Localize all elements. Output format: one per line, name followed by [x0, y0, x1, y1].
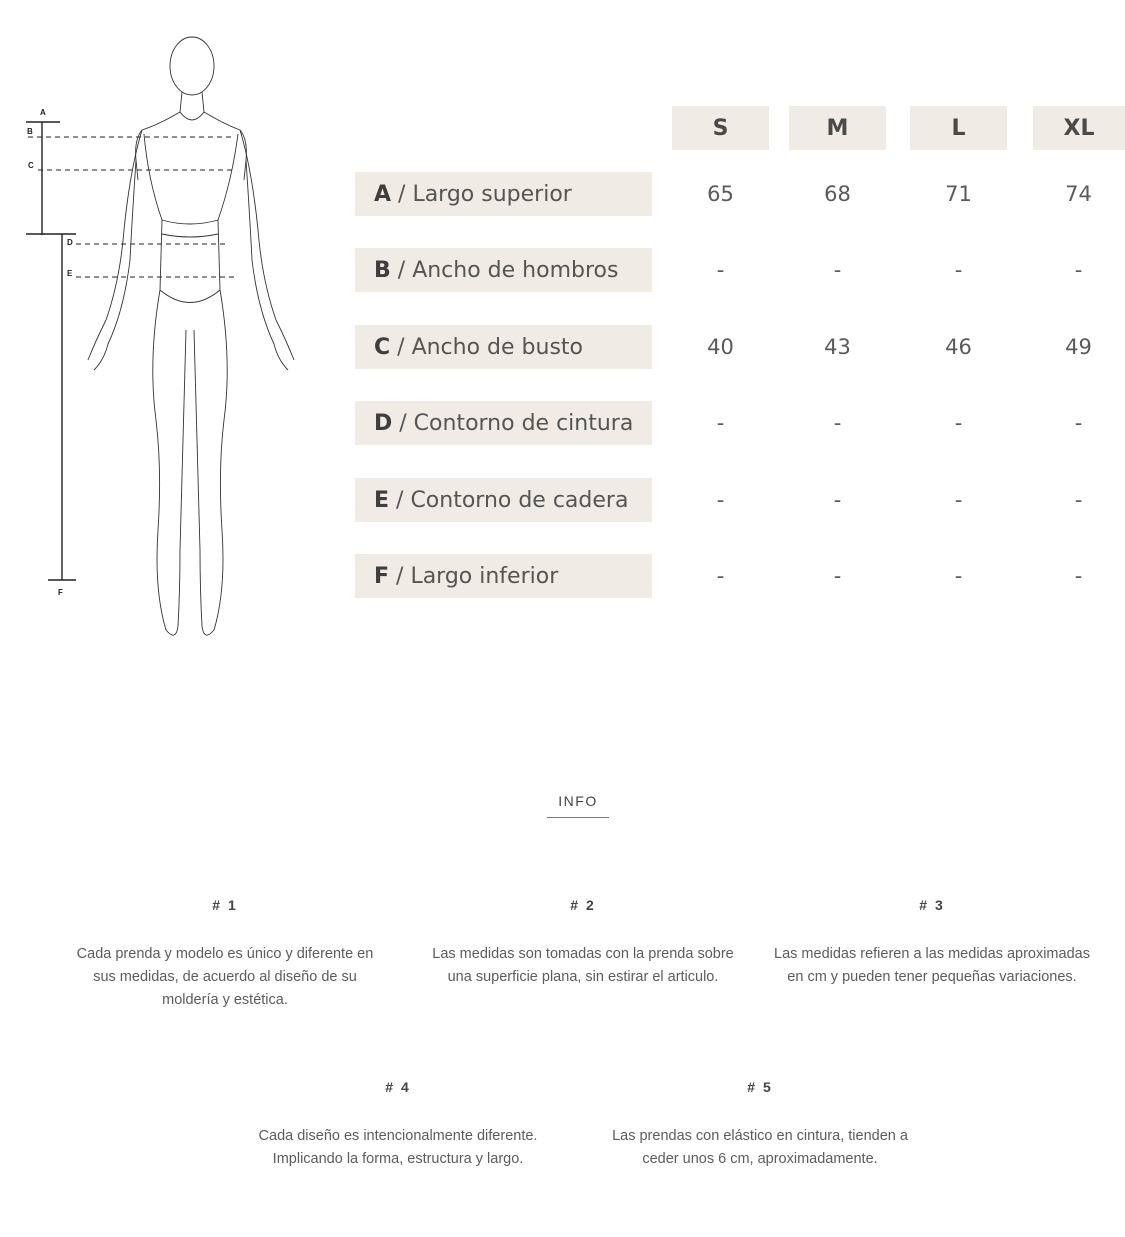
note-number: # 1: [212, 897, 238, 913]
info-note-4: [243, 1079, 553, 1171]
size-header-m: M: [789, 106, 886, 150]
row-label-b: B / Ancho de hombros: [355, 248, 652, 292]
note-text: Cada diseño es intencionalmente diferente. Implicando la forma, estructura y largo.: [258, 1128, 538, 1167]
size-header-l: L: [910, 106, 1007, 150]
table-cell: -: [716, 258, 725, 282]
size-header-xl: XL: [1033, 106, 1125, 150]
row-letter: F: [374, 563, 390, 589]
info-note-5: [605, 1079, 915, 1171]
row-letter: E: [374, 487, 390, 513]
table-cell: 49: [1065, 335, 1092, 359]
row-letter: C: [374, 334, 391, 360]
table-cell: -: [1074, 258, 1083, 282]
row-name: Ancho de busto: [411, 334, 583, 360]
note-text: Las medidas refieren a las medidas aproximadas en cm y pueden tener pequeñas variaciones.: [774, 946, 1090, 985]
row-name: Contorno de cintura: [413, 410, 634, 436]
row-label-a: A / Largo superior: [355, 172, 652, 216]
row-letter: D: [374, 410, 393, 436]
row-letter: A: [374, 181, 392, 207]
table-cell: -: [833, 488, 842, 512]
marker-label-f: F: [58, 588, 63, 597]
marker-label-e: E: [67, 269, 73, 278]
table-cell: -: [954, 488, 963, 512]
note-text: Cada prenda y modelo es único y diferente en sus medidas, de acuerdo al diseño de su moldería y estética.: [76, 946, 374, 1008]
mannequin-figure: [20, 30, 320, 670]
row-label-d: D / Contorno de cintura: [355, 401, 652, 445]
row-name: Contorno de cadera: [410, 487, 629, 513]
row-label-e: E / Contorno de cadera: [355, 478, 652, 522]
table-cell: 46: [945, 335, 972, 359]
table-cell: 74: [1065, 182, 1092, 206]
table-cell: -: [833, 564, 842, 588]
row-name: Largo inferior: [410, 563, 559, 589]
table-cell: -: [954, 564, 963, 588]
info-heading: INFO: [547, 793, 609, 818]
table-cell: -: [1074, 564, 1083, 588]
table-cell: 40: [707, 335, 734, 359]
note-text: Las medidas son tomadas con la prenda sobre una superficie plana, sin estirar el articulo.: [432, 946, 734, 985]
row-name: Ancho de hombros: [412, 257, 619, 283]
table-cell: -: [833, 258, 842, 282]
table-cell: -: [716, 488, 725, 512]
table-cell: 71: [945, 182, 972, 206]
row-name: Largo superior: [412, 181, 572, 207]
note-text: Las prendas con elástico en cintura, tienden a ceder unos 6 cm, aproximadamente.: [612, 1128, 908, 1167]
table-cell: -: [833, 411, 842, 435]
table-cell: -: [1074, 488, 1083, 512]
marker-label-b: B: [27, 127, 33, 136]
note-number: # 3: [919, 897, 945, 913]
table-cell: 68: [824, 182, 851, 206]
row-letter: B: [374, 257, 391, 283]
table-cell: 43: [824, 335, 851, 359]
table-cell: -: [1074, 411, 1083, 435]
marker-label-d: D: [67, 238, 73, 247]
table-cell: -: [716, 564, 725, 588]
body-measurement-diagram: [20, 30, 320, 670]
row-label-c: C / Ancho de busto: [355, 325, 652, 369]
row-label-f: F / Largo inferior: [355, 554, 652, 598]
note-number: # 2: [570, 897, 596, 913]
marker-label-a: A: [40, 108, 46, 117]
note-number: # 5: [747, 1079, 773, 1095]
table-cell: 65: [707, 182, 734, 206]
info-note-2: [423, 897, 743, 989]
info-note-1: [65, 897, 385, 1012]
note-number: # 4: [385, 1079, 411, 1095]
marker-label-c: C: [28, 161, 34, 170]
table-cell: -: [954, 258, 963, 282]
table-cell: -: [716, 411, 725, 435]
info-note-3: [772, 897, 1092, 989]
table-cell: -: [954, 411, 963, 435]
size-header-s: S: [672, 106, 769, 150]
